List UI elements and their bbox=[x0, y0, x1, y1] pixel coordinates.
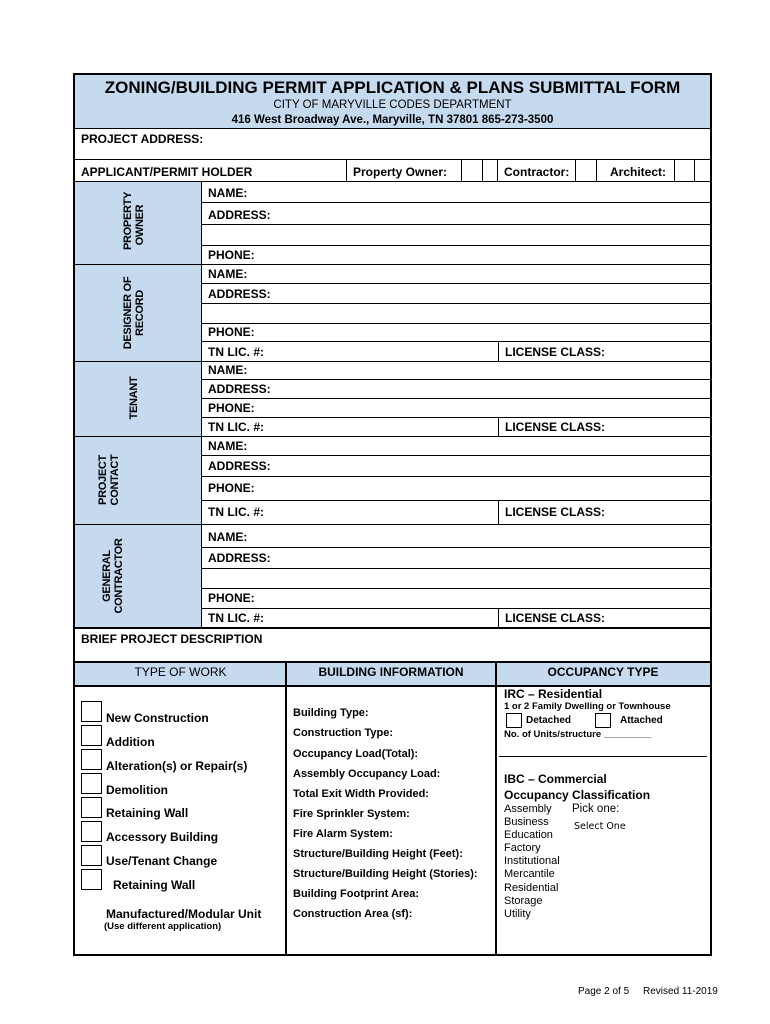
divider bbox=[482, 159, 483, 181]
divider bbox=[75, 436, 710, 437]
divider bbox=[201, 476, 710, 477]
attached-label: Attached bbox=[620, 715, 663, 726]
divider bbox=[75, 661, 710, 663]
gc-address-label: ADDRESS: bbox=[208, 551, 271, 565]
divider bbox=[75, 361, 710, 362]
owner-address-line2-input[interactable] bbox=[208, 228, 707, 242]
detached-label: Detached bbox=[526, 715, 572, 726]
addition-checkbox[interactable] bbox=[81, 725, 102, 746]
detached-checkbox[interactable] bbox=[506, 713, 522, 728]
divider bbox=[495, 661, 497, 954]
contact-license-input[interactable] bbox=[270, 505, 495, 519]
owner-address-input[interactable] bbox=[280, 208, 707, 222]
permit-form bbox=[73, 73, 712, 956]
units-per-structure: No. of Units/structure _________ bbox=[504, 729, 652, 740]
type-of-work-header: TYPE OF WORK bbox=[134, 665, 227, 679]
contact-license-class-label: LICENSE CLASS: bbox=[505, 505, 606, 519]
project-address-input[interactable] bbox=[205, 132, 705, 146]
tenant-license-label: TN LIC. #: bbox=[208, 420, 264, 434]
project-contact-section-text: PROJECT CONTACT bbox=[97, 454, 121, 506]
occupancy-classification-select[interactable]: Select One bbox=[574, 821, 626, 832]
divider bbox=[285, 661, 287, 954]
general-contractor-section-label bbox=[101, 535, 125, 617]
irc-residential-subtitle: 1 or 2 Family Dwelling or Townhouse bbox=[504, 701, 671, 712]
divider bbox=[498, 417, 499, 436]
tenant-name-label: NAME: bbox=[208, 363, 248, 377]
general-contractor-section-text: GENERAL CONTRACTOR bbox=[101, 538, 125, 614]
revision-date: Revised 11-2019 bbox=[643, 986, 718, 997]
divider bbox=[75, 264, 710, 265]
irc-residential-title: IRC – Residential bbox=[504, 687, 603, 701]
manufactured-unit-label: Manufactured/Modular Unit bbox=[106, 907, 262, 921]
gc-address-line2-input[interactable] bbox=[208, 571, 707, 585]
gc-address-input[interactable] bbox=[280, 551, 707, 565]
designer-address-line2-input[interactable] bbox=[208, 306, 707, 320]
type-of-work-item: New Construction bbox=[106, 711, 209, 725]
building-info-item: Total Exit Width Provided: bbox=[293, 788, 429, 800]
units-per-structure-input[interactable] bbox=[608, 729, 668, 741]
gc-phone-label: PHONE: bbox=[208, 591, 255, 605]
gc-license-input[interactable] bbox=[270, 611, 495, 625]
designer-address-input[interactable] bbox=[280, 287, 707, 301]
divider bbox=[201, 181, 202, 627]
alteration-checkbox[interactable] bbox=[81, 749, 102, 770]
building-info-header: BUILDING INFORMATION bbox=[318, 665, 464, 679]
attached-checkbox[interactable] bbox=[595, 713, 611, 728]
building-info-item: Assembly Occupancy Load: bbox=[293, 768, 441, 780]
tenant-license-class-input[interactable] bbox=[615, 420, 707, 434]
owner-name-input[interactable] bbox=[257, 186, 707, 200]
divider bbox=[497, 159, 498, 181]
divider bbox=[201, 303, 710, 304]
project-address-label: PROJECT ADDRESS: bbox=[81, 132, 204, 146]
architect-checkbox[interactable] bbox=[675, 160, 694, 180]
new-construction-checkbox[interactable] bbox=[81, 701, 102, 722]
type-of-work-item: Use/Tenant Change bbox=[106, 854, 218, 868]
divider bbox=[201, 224, 710, 225]
gc-license-label: TN LIC. #: bbox=[208, 611, 264, 625]
contact-address-input[interactable] bbox=[280, 459, 707, 473]
building-info-item: Fire Alarm System: bbox=[293, 828, 393, 840]
contractor-option-label: Contractor: bbox=[504, 165, 570, 179]
tenant-license-input[interactable] bbox=[270, 420, 495, 434]
gc-name-input[interactable] bbox=[257, 530, 707, 544]
divider bbox=[201, 455, 710, 456]
occupancy-type-header: OCCUPANCY TYPE bbox=[547, 665, 659, 679]
department-address: 416 West Broadway Ave., Maryville, TN 37801 865-273-3500 bbox=[231, 114, 554, 126]
designer-license-input[interactable] bbox=[270, 345, 495, 359]
retaining-wall-checkbox[interactable] bbox=[81, 797, 102, 818]
pick-one-label: Pick one: bbox=[572, 803, 620, 815]
tenant-address-input[interactable] bbox=[280, 382, 707, 396]
building-info-item: Fire Sprinkler System: bbox=[293, 808, 410, 820]
accessory-building-checkbox[interactable] bbox=[81, 821, 102, 842]
occupancy-class-item: Residential bbox=[504, 882, 559, 894]
designer-section-text: DESIGNER OF RECORD bbox=[122, 276, 146, 350]
occupancy-class-item: Education bbox=[504, 829, 553, 841]
divider bbox=[596, 159, 597, 181]
contact-name-label: NAME: bbox=[208, 439, 248, 453]
contact-name-input[interactable] bbox=[257, 439, 707, 453]
manufactured-unit-note: (Use different application) bbox=[104, 921, 222, 932]
divider bbox=[201, 417, 710, 418]
divider bbox=[75, 627, 710, 629]
applicant-label: APPLICANT/PERMIT HOLDER bbox=[81, 165, 253, 179]
designer-name-label: NAME: bbox=[208, 267, 248, 281]
contact-address-label: ADDRESS: bbox=[208, 459, 271, 473]
divider bbox=[201, 588, 710, 589]
property-owner-option-label: Property Owner: bbox=[353, 165, 448, 179]
demolition-checkbox[interactable] bbox=[81, 773, 102, 794]
occupancy-class-item: Utility bbox=[504, 908, 531, 920]
tenant-phone-input[interactable] bbox=[265, 401, 707, 415]
divider bbox=[201, 323, 710, 324]
tenant-license-class-label: LICENSE CLASS: bbox=[505, 420, 606, 434]
gc-name-label: NAME: bbox=[208, 530, 248, 544]
building-info-item: Construction Type: bbox=[293, 727, 394, 739]
designer-license-class-input[interactable] bbox=[615, 345, 707, 359]
divider bbox=[201, 341, 710, 342]
designer-address-label: ADDRESS: bbox=[208, 287, 271, 301]
divider bbox=[201, 245, 710, 246]
gc-license-class-label: LICENSE CLASS: bbox=[505, 611, 606, 625]
occupancy-class-item: Factory bbox=[504, 842, 541, 854]
tenant-name-input[interactable] bbox=[257, 363, 707, 377]
designer-section-label bbox=[122, 273, 146, 353]
designer-phone-label: PHONE: bbox=[208, 325, 255, 339]
divider bbox=[201, 398, 710, 399]
building-info-item: Construction Area (sf): bbox=[293, 908, 413, 920]
use-tenant-change-checkbox[interactable] bbox=[81, 845, 102, 866]
tenant-address-label: ADDRESS: bbox=[208, 382, 271, 396]
building-info-item: Structure/Building Height (Stories): bbox=[293, 868, 478, 880]
property-owner-section-label bbox=[122, 191, 146, 250]
divider bbox=[201, 283, 710, 284]
ibc-commercial-title: IBC – Commercial bbox=[504, 772, 607, 786]
contact-phone-input[interactable] bbox=[265, 481, 707, 495]
gc-license-class-input[interactable] bbox=[615, 611, 707, 625]
divider bbox=[75, 159, 710, 160]
divider bbox=[498, 341, 499, 361]
divider bbox=[75, 181, 710, 182]
building-info-item: Occupancy Load(Total): bbox=[293, 748, 419, 760]
occupancy-class-item: Storage bbox=[504, 895, 543, 907]
divider bbox=[75, 128, 710, 129]
contact-phone-label: PHONE: bbox=[208, 481, 255, 495]
divider bbox=[201, 568, 710, 569]
property-owner-checkbox[interactable] bbox=[462, 160, 482, 180]
building-info-item: Structure/Building Height (Feet): bbox=[293, 848, 463, 860]
contact-license-class-input[interactable] bbox=[615, 505, 707, 519]
divider bbox=[75, 685, 710, 687]
retaining-wall-2-checkbox[interactable] bbox=[81, 869, 102, 890]
divider bbox=[201, 202, 710, 203]
occupancy-class-item: Institutional bbox=[504, 855, 560, 867]
owner-name-label: NAME: bbox=[208, 186, 248, 200]
building-info-item: Building Type: bbox=[293, 707, 369, 719]
divider bbox=[499, 756, 707, 757]
form-title: ZONING/BUILDING PERMIT APPLICATION & PLANS SUBMITTAL FORM bbox=[104, 78, 681, 97]
tenant-section-label: TENANT bbox=[128, 376, 140, 420]
occupancy-class-item: Assembly bbox=[504, 803, 552, 815]
divider bbox=[201, 547, 710, 548]
tenant-phone-label: PHONE: bbox=[208, 401, 255, 415]
type-of-work-item: Demolition bbox=[106, 783, 168, 797]
occupancy-class-item: Mercantile bbox=[504, 868, 555, 880]
type-of-work-item: Retaining Wall bbox=[106, 806, 189, 820]
owner-phone-label: PHONE: bbox=[208, 248, 255, 262]
type-of-work-item: Alteration(s) or Repair(s) bbox=[106, 759, 248, 773]
brief-description-label: BRIEF PROJECT DESCRIPTION bbox=[81, 632, 263, 646]
page-number: Page 2 of 5 bbox=[578, 986, 630, 997]
designer-license-class-label: LICENSE CLASS: bbox=[505, 345, 606, 359]
type-of-work-item: Retaining Wall bbox=[113, 878, 196, 892]
architect-option-label: Architect: bbox=[610, 165, 667, 179]
owner-address-label: ADDRESS: bbox=[208, 208, 271, 222]
building-info-item: Building Footprint Area: bbox=[293, 888, 420, 900]
divider bbox=[201, 500, 710, 501]
designer-phone-input[interactable] bbox=[265, 325, 707, 339]
department-name: CITY OF MARYVILLE CODES DEPARTMENT bbox=[273, 99, 512, 111]
brief-description-input[interactable] bbox=[81, 647, 707, 661]
property-owner-section-text: PROPERTY OWNER bbox=[122, 191, 146, 250]
type-of-work-item: Accessory Building bbox=[106, 830, 219, 844]
divider bbox=[201, 608, 710, 609]
divider bbox=[75, 524, 710, 525]
divider bbox=[498, 608, 499, 627]
gc-phone-input[interactable] bbox=[265, 591, 707, 605]
type-of-work-item: Addition bbox=[106, 735, 155, 749]
designer-license-label: TN LIC. #: bbox=[208, 345, 264, 359]
project-contact-section-label bbox=[97, 450, 121, 510]
divider bbox=[498, 500, 499, 524]
divider bbox=[346, 159, 347, 181]
contractor-checkbox[interactable] bbox=[576, 160, 596, 180]
occupancy-class-item: Business bbox=[504, 816, 549, 828]
occupancy-classification-title: Occupancy Classification bbox=[504, 788, 651, 802]
divider bbox=[694, 159, 695, 181]
owner-phone-input[interactable] bbox=[265, 248, 707, 262]
contact-license-label: TN LIC. #: bbox=[208, 505, 264, 519]
designer-name-input[interactable] bbox=[257, 267, 707, 281]
divider bbox=[201, 379, 710, 380]
